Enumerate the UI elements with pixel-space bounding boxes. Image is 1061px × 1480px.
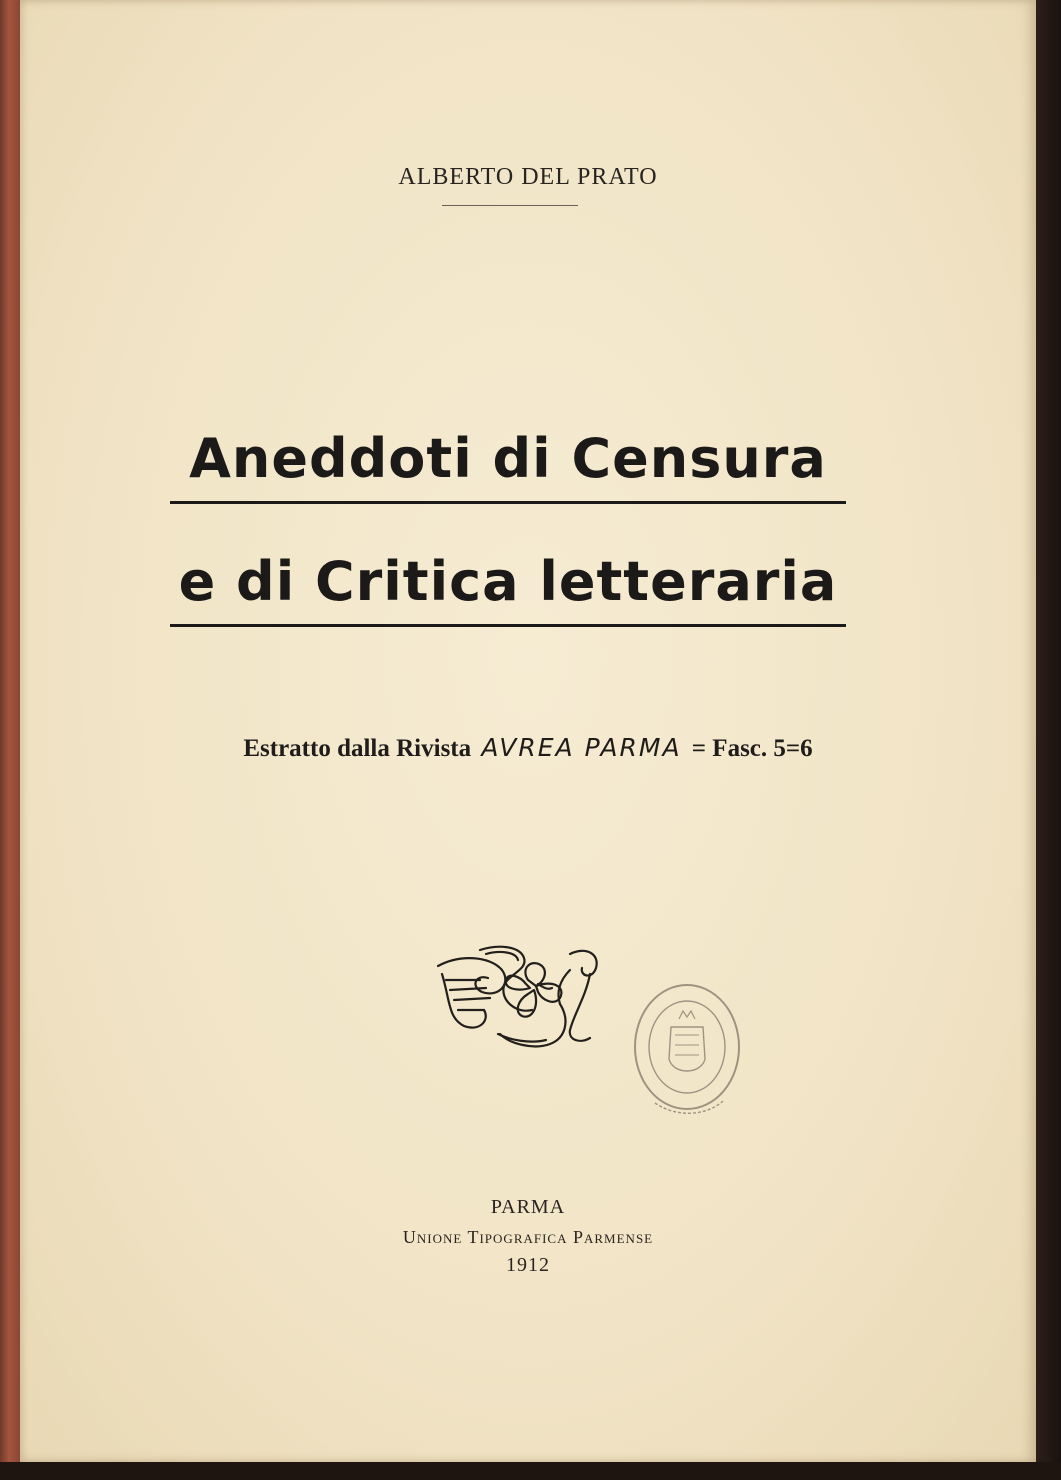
floral-ornament-icon [420, 940, 610, 1055]
journal-name: AVREA PARMA [481, 733, 682, 762]
author-name: ALBERTO DEL PRATO [398, 164, 658, 190]
title-page [20, 0, 1036, 1462]
imprint-publisher: Unione Tipografica Parmense [402, 1227, 654, 1247]
title-line-2: e di Critica letteraria [178, 550, 838, 613]
title-underline-1 [170, 501, 846, 504]
library-stamp-icon [625, 975, 750, 1125]
imprint-place: PARMA [490, 1196, 566, 1218]
extract-suffix: = Fasc. 5=6 [691, 735, 813, 762]
title-line-1: Aneddoti di Censura [189, 427, 827, 490]
extract-note [20, 733, 1036, 763]
title-underline-2 [170, 624, 846, 627]
page-edge-bottom [0, 1462, 1061, 1480]
author-divider [442, 205, 578, 206]
book-spine [0, 0, 20, 1480]
imprint-year: 1912 [506, 1254, 550, 1276]
extract-prefix: Estratto dalla Rivista [243, 735, 472, 762]
page-edge-right [1036, 0, 1061, 1480]
